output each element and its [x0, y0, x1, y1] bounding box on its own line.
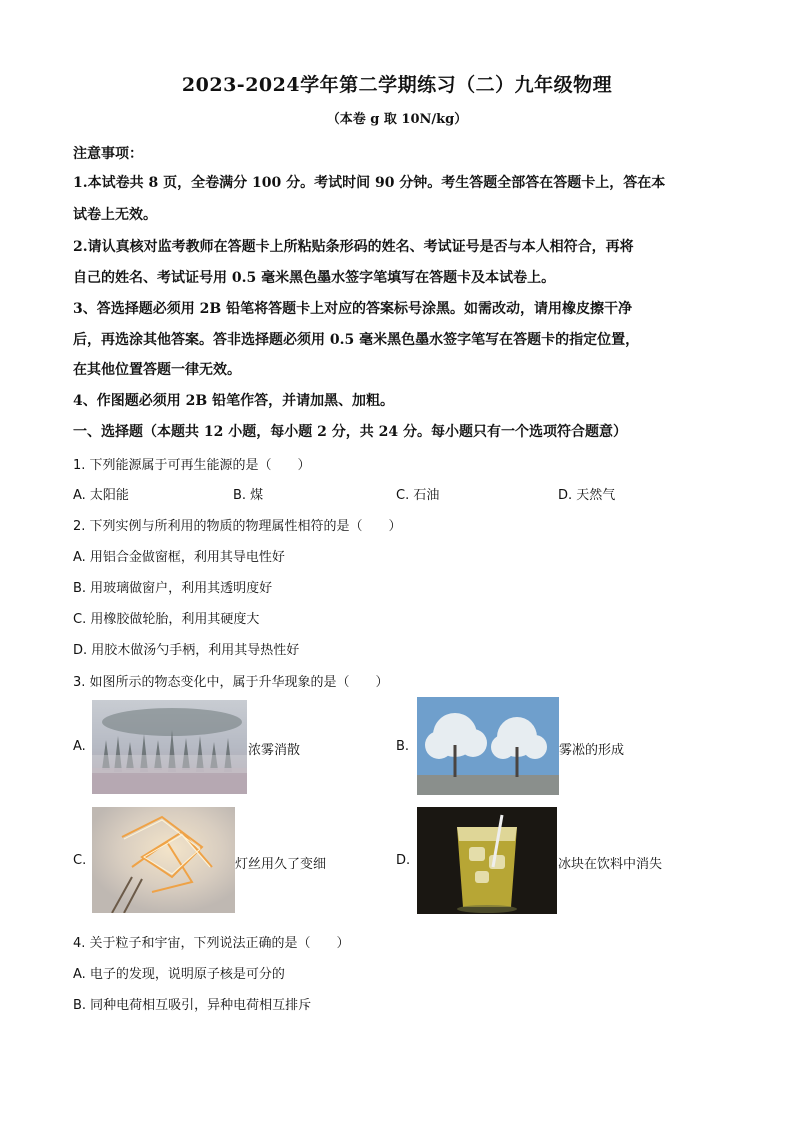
q3-option-c-text: 灯丝用久了变细 [235, 857, 327, 872]
q2-option-c: C. 用橡胶做轮胎，利用其硬度大 [73, 612, 260, 627]
q3-option-c-letter: C. [73, 853, 87, 868]
q2-option-a: A. 用铝合金做窗框，利用其导电性好 [73, 550, 285, 565]
frosted-trees-image [417, 697, 559, 795]
notes-heading: 注意事项： [73, 146, 143, 162]
q1-option-c: C. 石油 [396, 488, 440, 503]
notes-line: 2.请认真核对监考教师在答题卡上所粘贴条形码的姓名、考试证号是否与本人相符合，再将 [73, 239, 634, 255]
q3-option-a-letter: A. [73, 739, 86, 754]
notes-line: 试卷上无效。 [73, 207, 157, 223]
q3-option-d-letter: D. [396, 853, 411, 868]
question-4-stem: 4. 关于粒子和宇宙，下列说法正确的是（ ） [73, 936, 350, 951]
notes-line: 3、答选择题必须用 2B 铅笔将答题卡上对应的答案标号涂黑。如需改动，请用橡皮擦干净 [73, 301, 633, 317]
notes-line: 1.本试卷共 8 页，全卷满分 100 分。考试时间 90 分钟。考生答题全部答在答题卡上，答在本 [73, 175, 666, 191]
glowing-filament-image [92, 807, 235, 913]
section-heading: 一、选择题（本题共 12 小题，每小题 2 分，共 24 分。每小题只有一个选项符合题意） [73, 424, 627, 440]
q1-option-a: A. 太阳能 [73, 488, 129, 503]
fog-forest-image [92, 700, 247, 794]
question-1-stem: 1. 下列能源属于可再生能源的是（ ） [73, 458, 311, 473]
q2-option-d: D. 用胶木做汤勺手柄，利用其导热性好 [73, 643, 300, 658]
q3-option-b-text: 雾凇的形成 [559, 743, 625, 758]
page-subtitle: （本卷 g 取 10N/kg） [326, 112, 468, 127]
notes-line: 后，再选涂其他答案。答非选择题必须用 0.5 毫米黑色墨水签字笔写在答题卡的指定位置， [73, 332, 640, 348]
q3-option-d-text: 冰块在饮料中消失 [558, 857, 663, 872]
q3-option-b-letter: B. [396, 739, 410, 754]
notes-line: 自己的姓名、考试证号用 0.5 毫米黑色墨水签字笔填写在答题卡及本试卷上。 [73, 270, 556, 286]
q4-option-a: A. 电子的发现，说明原子核是可分的 [73, 967, 285, 982]
iced-drink-image [417, 807, 557, 914]
q1-option-d: D. 天然气 [558, 488, 616, 503]
q2-option-b: B. 用玻璃做窗户，利用其透明度好 [73, 581, 273, 596]
question-3-stem: 3. 如图所示的物态变化中，属于升华现象的是（ ） [73, 675, 389, 690]
q4-option-b: B. 同种电荷相互吸引，异种电荷相互排斥 [73, 998, 312, 1013]
notes-line: 4、作图题必须用 2B 铅笔作答，并请加黑、加粗。 [73, 393, 395, 409]
q3-option-a-text: 浓雾消散 [248, 743, 301, 758]
q1-option-b: B. 煤 [233, 488, 264, 503]
notes-line: 在其他位置答题一律无效。 [73, 362, 241, 378]
page-title: 2023-2024学年第二学期练习（二）九年级物理 [181, 74, 613, 96]
question-2-stem: 2. 下列实例与所利用的物质的物理属性相符的是（ ） [73, 519, 402, 534]
